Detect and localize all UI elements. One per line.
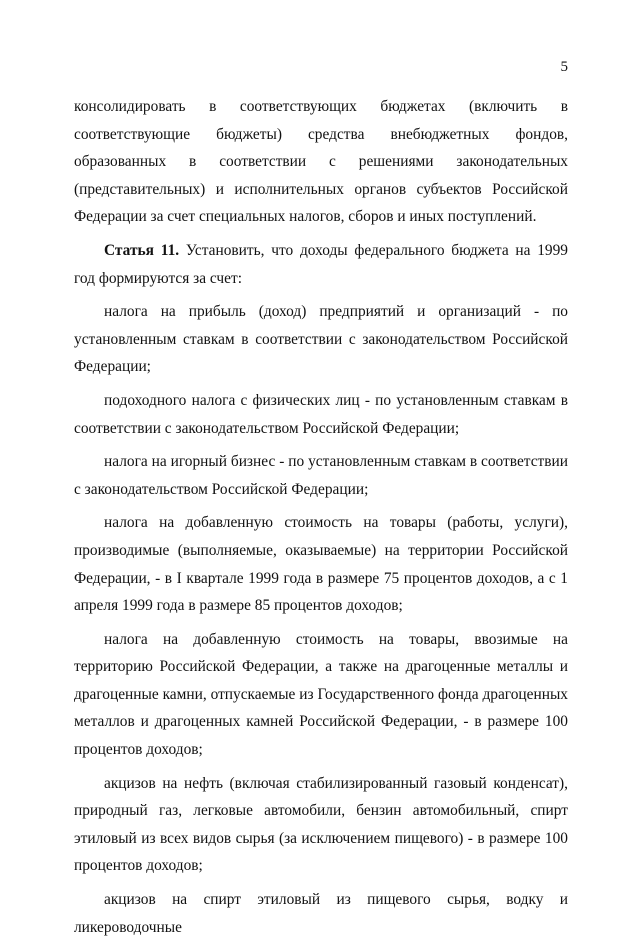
document-body bbox=[74, 93, 568, 941]
paragraph-article-11 bbox=[74, 237, 568, 292]
article-text: Установить, что доходы федерального бюджета на 1999 год формируются за счет: bbox=[74, 241, 569, 287]
paragraph-profit-tax: налога на прибыль (доход) предприятий и организаций - по установленным ставкам в соответствии с законодательством Российской Федерации; bbox=[74, 303, 568, 376]
page-number: 5 bbox=[560, 59, 568, 75]
paragraph-excise-spirits: акцизов на спирт этиловый из пищевого сырья, водку и ликероводочные bbox=[74, 891, 568, 936]
paragraph-budget-consolidation: консолидировать в соответствующих бюджетах (включить в соответствующие бюджеты) средства внебюджетных фондов, образованных в соответствии с решениями законодательных (представительных) и исполнительных органов субъектов Российской Федерации за счет специальных налогов, сборов и иных поступлений. bbox=[74, 98, 568, 226]
paragraph-gambling-tax: налога на игорный бизнес - по установленным ставкам в соответствии с законодательством Российской Федерации; bbox=[74, 453, 568, 498]
article-heading: Статья 11. bbox=[104, 241, 180, 259]
paragraph-vat-domestic: налога на добавленную стоимость на товары (работы, услуги), производимые (выполняемые, оказываемые) на территории Российской Федерации, - в I квартале 1999 года в размере 75 процентов доходов, а с 1 апреля 1999 года в размере 85 процентов доходов; bbox=[74, 514, 568, 615]
paragraph-excise-oil: акцизов на нефть (включая стабилизированный газовый конденсат), природный газ, легковые автомобили, бензин автомобильный, спирт этиловый из всех видов сырья (за исключением пищевого) - в размере 100 процентов доходов; bbox=[74, 774, 568, 875]
paragraph-vat-imports: налога на добавленную стоимость на товары, ввозимые на территорию Российской Федерации, а также на драгоценные металлы и драгоценные камни, отпускаемые из Государственного фонда драгоценных металлов и драгоценных камней Российской Федерации, - в размере 100 процентов доходов; bbox=[74, 630, 568, 759]
paragraph-income-tax: подоходного налога с физических лиц - по установленным ставкам в соответствии с законодательством Российской Федерации; bbox=[74, 391, 568, 437]
